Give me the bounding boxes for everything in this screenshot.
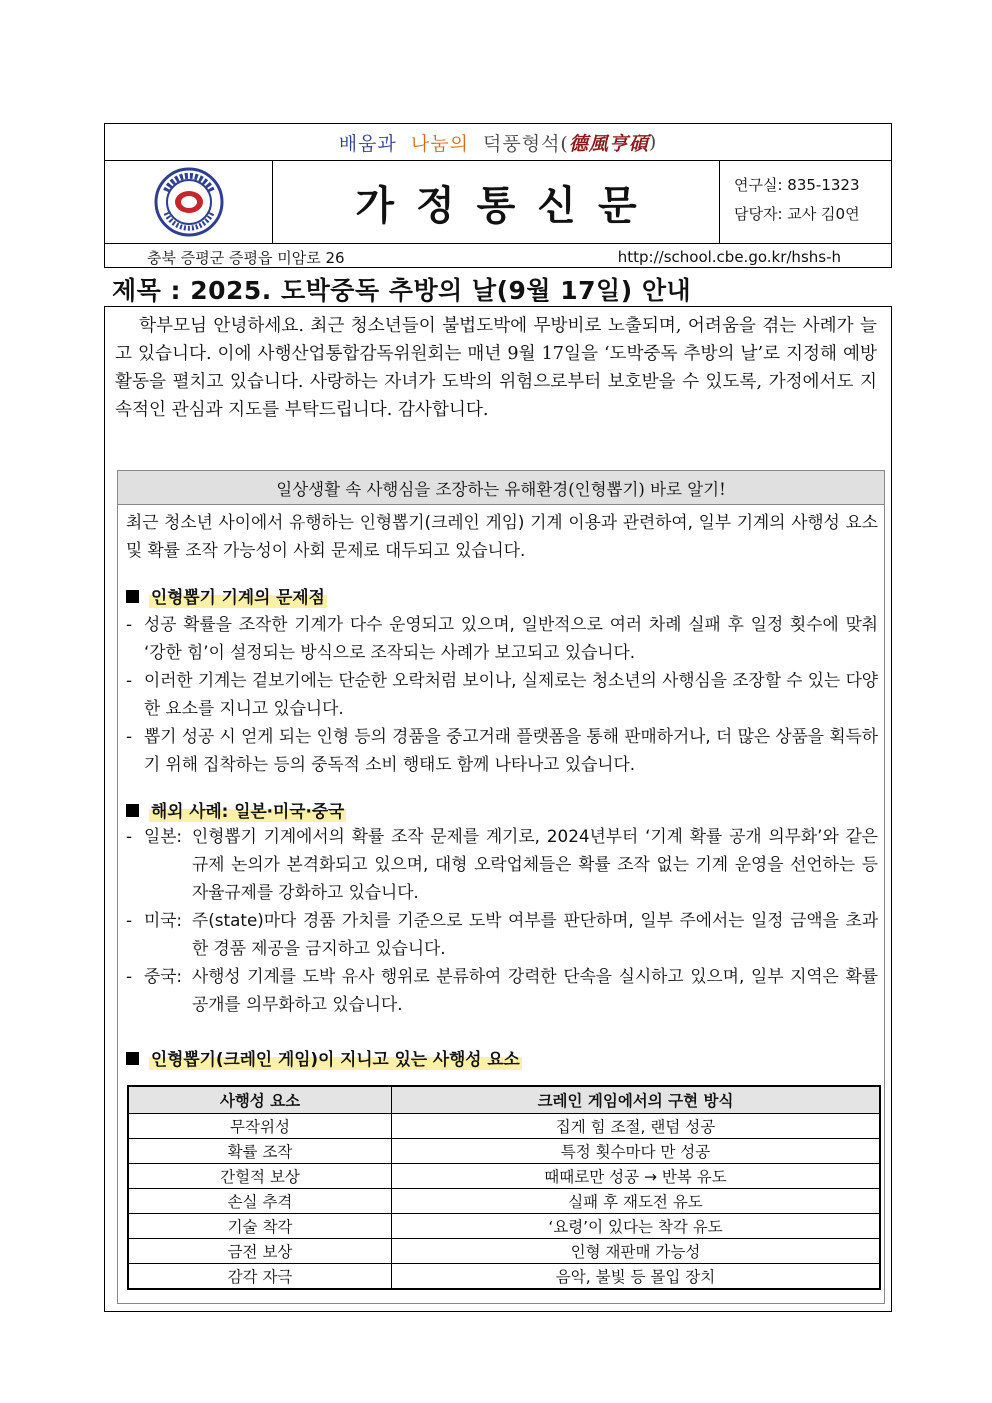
school-address: 충북 증평군 증평읍 미암로 26 — [147, 248, 345, 267]
info-box-heading: 일상생활 속 사행심을 조장하는 유해환경(인형뽑기) 바로 알기! — [118, 471, 884, 505]
list-item: - 뽑기 성공 시 얻게 되는 인형 등의 경품을 중고거래 플랫폼을 통해 판매하거나, 더 많은 상품을 획득하기 위해 집착하는 등의 중독적 소비 행태도 함께 나타나고 있습니다. — [126, 726, 878, 774]
table-row — [128, 1139, 880, 1164]
table-row — [128, 1114, 880, 1139]
intro-paragraph: 최근 청소년 사이에서 유행하는 인형뽑기(크레인 게임) 기계 이용과 관련하여, 일부 기계의 사행성 요소 및 확률 조작 가능성이 사회 문제로 대두되고 있습니다. — [126, 512, 878, 560]
school-logo — [105, 161, 273, 243]
table-cell: 손실 추격 — [128, 1189, 392, 1214]
table-cell: 특정 횟수마다 만 성공 — [392, 1139, 881, 1164]
list-item-text: 성공 확률을 조작한 기계가 다수 운영되고 있으며, 일반적으로 여러 차례 실패 후 일정 횟수에 맞춰 ‘강한 힘’이 설정되는 방식으로 조작되는 사례가 보고되고 있습니다. — [144, 614, 878, 662]
table-cell: 간헐적 보상 — [128, 1164, 392, 1189]
list-item-text: 주(state)마다 경품 가치를 기준으로 도박 여부를 판단하며, 일부 주에서는 일정 금액을 초과한 경품 제공을 금지하고 있습니다. — [192, 910, 878, 958]
address-row — [105, 244, 891, 270]
list-item-text: 뽑기 성공 시 얻게 되는 인형 등의 경품을 중고거래 플랫폼을 통해 판매하거나, 더 많은 상품을 획득하기 위해 집착하는 등의 중독적 소비 행태도 함께 나타나고 있습니다. — [144, 726, 878, 774]
section-title-elements: 인형뽑기(크레인 게임)이 지니고 있는 사행성 요소 — [149, 1046, 522, 1070]
section-heading-elements — [126, 1046, 522, 1070]
list-item: - 이러한 기계는 겉보기에는 단순한 오락처럼 보이나, 실제로는 청소년의 사행심을 조장할 수 있는 다양한 요소를 지니고 있습니다. — [126, 670, 878, 718]
motto-part-3: 덕풍형석( — [483, 132, 569, 155]
country-name: 미국: — [144, 910, 183, 930]
table-header-row — [128, 1086, 880, 1114]
section-heading-overseas — [126, 798, 346, 822]
table-cell: 감각 자극 — [128, 1264, 392, 1290]
contact-info — [720, 161, 891, 243]
gambling-elements-table — [127, 1085, 881, 1290]
overseas-list — [126, 822, 878, 1018]
list-item-text: 인형뽑기 기계에서의 확률 조작 문제를 계기로, 2024년부터 ‘기계 확률 공개 의무화’와 같은 규제 논의가 본격화되고 있으며, 대형 오락업체들은 확률 조작 없는 기계 운영을 선언하는 등 자율규제를 강화하고 있습니다. — [192, 826, 878, 902]
table-row — [128, 1189, 880, 1214]
table-row — [128, 1214, 880, 1239]
list-item: - 성공 확률을 조작한 기계가 다수 운영되고 있으며, 일반적으로 여러 차례 실패 후 일정 횟수에 맞춰 ‘강한 힘’이 설정되는 방식으로 조작되는 사례가 보고되고 있습니다. — [126, 614, 878, 662]
table-cell: 기술 착각 — [128, 1214, 392, 1239]
contact-phone: 연구실: 835-1323 — [734, 176, 860, 194]
school-emblem-icon — [154, 167, 224, 237]
list-item: - 중국: 사행성 기계를 도박 유사 행위로 분류하여 강력한 단속을 실시하고 있으며, 일부 지역은 확률 공개를 의무화하고 있습니다. — [126, 962, 878, 1018]
table-cell: 인형 재판매 가능성 — [392, 1239, 881, 1264]
main-content-box — [104, 306, 892, 1312]
table-row — [128, 1164, 880, 1189]
list-item-text: 사행성 기계를 도박 유사 행위로 분류하여 강력한 단속을 실시하고 있으며, 일부 지역은 확률 공개를 의무화하고 있습니다. — [192, 966, 878, 1014]
country-name: 일본: — [144, 826, 183, 846]
newsletter-header — [104, 123, 892, 268]
column-header: 크레인 게임에서의 구현 방식 — [392, 1086, 881, 1114]
school-motto — [105, 124, 891, 161]
table-cell: 확률 조작 — [128, 1139, 392, 1164]
list-item: - 일본: 인형뽑기 기계에서의 확률 조작 문제를 계기로, 2024년부터 ‘기계 확률 공개 의무화’와 같은 규제 논의가 본격화되고 있으며, 대형 오락업체들은 확률 조작 없는 기계 운영을 선언하는 등 자율규제를 강화하고 있습니다. — [126, 822, 878, 906]
square-bullet-icon — [126, 804, 139, 817]
school-website: http://school.cbe.go.kr/hshs-h — [617, 248, 841, 266]
subject-line: 제목 : 2025. 도박중독 추방의 날(9월 17일) 안내 — [112, 276, 692, 305]
motto-part-2: 나눔의 — [410, 132, 469, 155]
motto-hanja-calligraphy: 德風亨碩 — [568, 132, 649, 155]
motto-close: ) — [648, 131, 658, 153]
column-header: 사행성 요소 — [128, 1086, 392, 1114]
greeting-paragraph — [115, 312, 877, 424]
section-heading-problems — [126, 584, 327, 608]
list-item-text: 이러한 기계는 겉보기에는 단순한 오락처럼 보이나, 실제로는 청소년의 사행심을 조장할 수 있는 다양한 요소를 지니고 있습니다. — [144, 670, 878, 718]
motto-part-1: 배움과 — [338, 132, 397, 155]
greeting-text: 학부모님 안녕하세요. 최근 청소년들이 불법도박에 무방비로 노출되며, 어려움을 겪는 사례가 늘고 있습니다. 이에 사행산업통합감독위원회는 매년 9월 17일을 ‘도박중독 추방의 날’로 지정해 예방 활동을 펼치고 있습니다. 사랑하는 자녀가 도박의 위험으로부터 보호받을 수 있도록, 가정에서도 지속적인 관심과 지도를 부탁드립니다. 감사합니다. — [115, 316, 877, 420]
table-cell: 때때로만 성공 → 반복 유도 — [392, 1164, 881, 1189]
title-row — [105, 161, 891, 244]
table-row — [128, 1239, 880, 1264]
table-cell: 실패 후 재도전 유도 — [392, 1189, 881, 1214]
section-title-overseas: 해외 사례: 일본·미국·중국 — [149, 798, 346, 822]
problems-list — [126, 610, 878, 778]
contact-person: 담당자: 교사 김0연 — [734, 205, 860, 223]
country-name: 중국: — [144, 966, 183, 986]
page-title: 가정통신문 — [273, 161, 720, 243]
section-title-problems: 인형뽑기 기계의 문제점 — [149, 584, 327, 608]
table-cell: 집게 힘 조절, 랜덤 성공 — [392, 1114, 881, 1139]
table-cell: ‘요령’이 있다는 착각 유도 — [392, 1214, 881, 1239]
table-row — [128, 1264, 880, 1290]
square-bullet-icon — [126, 590, 139, 603]
info-box — [117, 470, 885, 1304]
table-cell: 음악, 불빛 등 몰입 장치 — [392, 1264, 881, 1290]
square-bullet-icon — [126, 1052, 139, 1065]
list-item: - 미국: 주(state)마다 경품 가치를 기준으로 도박 여부를 판단하며, 일부 주에서는 일정 금액을 초과한 경품 제공을 금지하고 있습니다. — [126, 906, 878, 962]
table-cell: 금전 보상 — [128, 1239, 392, 1264]
table-cell: 무작위성 — [128, 1114, 392, 1139]
